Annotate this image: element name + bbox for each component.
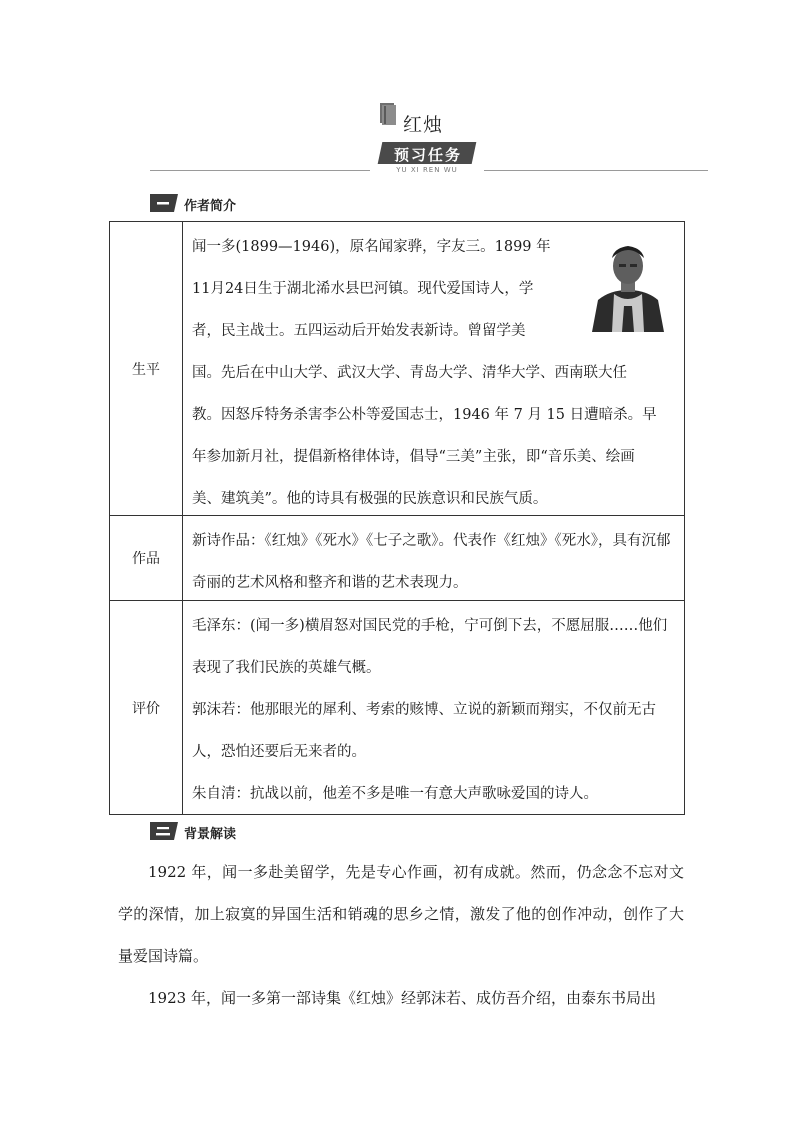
- banner-pinyin: YU XI REN WU: [396, 166, 458, 174]
- section-title: 作者简介: [184, 199, 237, 214]
- table-row-life: [110, 222, 685, 516]
- evaluation-mao: 毛泽东：(闻一多)横眉怒对国民党的手枪，宁可倒下去，不愿屈服……他们表现了我们民族的英雄气概。: [192, 618, 668, 676]
- life-line-4: 国。先后在中山大学、武汉大学、青岛大学、清华大学、西南联大任: [192, 365, 627, 381]
- row-label-life: 生平: [110, 222, 183, 516]
- background-paragraph-2: 1923 年，闻一多第一部诗集《红烛》经郭沫若、成仿吾介绍，由泰东书局出: [148, 989, 656, 1007]
- life-line-5: 教。因怒斥特务杀害李公朴等爱国志士，1946 年 7 月 15 日遭暗杀。早: [192, 407, 657, 423]
- section-title: 背景解读: [184, 827, 237, 842]
- evaluation-guo: 郭沫若：他那眼光的犀利、考索的赅博、立说的新颖而翔实，不仅前无古人，恐怕还要后无来者的。: [192, 702, 656, 760]
- lesson-title: 红烛: [403, 114, 444, 136]
- life-line-3: 者，民主战士。五四运动后开始发表新诗。曾留学美: [192, 323, 526, 339]
- background-text: [118, 851, 684, 1019]
- table-row-evaluation: [110, 601, 685, 815]
- section-number-badge: [150, 822, 178, 840]
- table-row-works: [110, 516, 685, 601]
- row-label-evaluation: 评价: [110, 601, 183, 815]
- life-line-2: 11月24日生于湖北浠水县巴河镇。现代爱国诗人，学: [192, 281, 534, 297]
- evaluation-zhu: 朱自清：抗战以前，他差不多是唯一有意大声歌咏爱国的诗人。: [192, 786, 598, 802]
- background-paragraph-1: 1922 年，闻一多赴美留学，先是专心作画，初有成就。然而，仍念念不忘对文学的深情，加上寂寞的异国生活和销魂的思乡之情，激发了他的创作冲动，创作了大量爱国诗篇。: [118, 863, 684, 965]
- book-icon: [380, 103, 400, 125]
- author-portrait: [588, 234, 668, 332]
- banner-divider-right: [484, 170, 708, 171]
- banner-label: 预习任务: [393, 146, 462, 164]
- author-info-table: [109, 221, 685, 815]
- life-line-1: 闻一多(1899—1946)，原名闻家骅，字友三。1899 年: [192, 239, 551, 255]
- section-heading-author: [150, 194, 350, 218]
- row-content-evaluation: [183, 601, 685, 815]
- row-label-works: 作品: [110, 516, 183, 601]
- section-heading-background: [150, 822, 350, 846]
- row-content-works: [183, 516, 685, 601]
- row-content-life: [183, 222, 685, 516]
- section-number-badge: [150, 194, 178, 212]
- banner-divider-left: [150, 170, 370, 171]
- life-line-6: 年参加新月社，提倡新格律体诗，倡导“三美”主张，即“音乐美、绘画: [192, 449, 635, 465]
- life-line-7: 美、建筑美”。他的诗具有极强的民族意识和民族气质。: [192, 491, 548, 507]
- works-text: 新诗作品：《红烛》《死水》《七子之歌》。代表作《红烛》《死水》，具有沉郁奇丽的艺术风格和整齐和谐的艺术表现力。: [192, 533, 671, 591]
